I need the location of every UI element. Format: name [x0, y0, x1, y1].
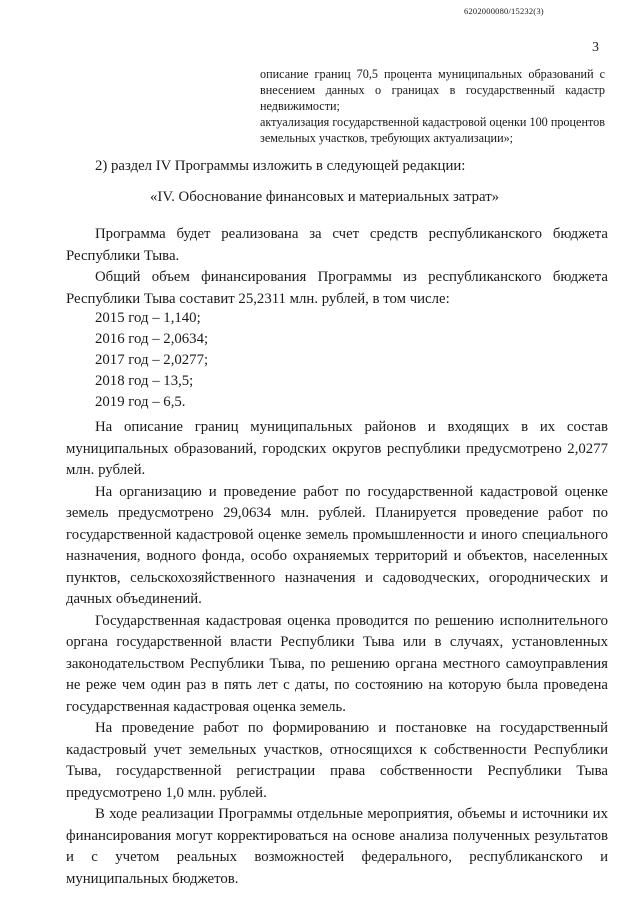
paragraph: Общий объем финансирования Программы из республиканского бюджета Республики Тыва составит 25,2311 млн. рублей, в том числе:: [66, 269, 608, 307]
funding-details: [66, 417, 608, 890]
amendment-instruction: 2) раздел IV Программы изложить в следующей редакции:: [95, 158, 466, 174]
year-allocation: 2019 год – 6,5.: [95, 394, 186, 410]
year-allocation: 2018 год – 13,5;: [95, 373, 194, 389]
paragraph: На организацию и проведение работ по государственной кадастровой оценке земель предусмотрено 29,0634 млн. рублей. Планируется проведение работ по государственной кадастровой оценке земель промышленности и иного специального назначения, водного фонда, особо охраняемых территорий и объектов, населенных пунктов, сельскохозяйственного назначения и садоводческих, огороднических и дачных объединений.: [66, 483, 608, 607]
quote-item: актуализация государственной кадастровой оценки 100 процентов земельных участков, требующих актуализации»;: [260, 115, 605, 145]
funding-intro: [66, 224, 608, 310]
paragraph: На проведение работ по формированию и постановке на государственный кадастровый учет земельных участков, относящихся к собственности Республики Тыва, государственной регистрации права собственности Республики Тыва предусмотрено 1,0 млн. рублей.: [66, 720, 608, 801]
paragraph: На описание границ муниципальных районов и входящих в их состав муниципальных образований, городских округов республики предусмотрено 2,0277 млн. рублей.: [66, 419, 608, 478]
paragraph: В ходе реализации Программы отдельные мероприятия, объемы и источники их финансирования могут корректироваться на основе анализа полученных результатов и с учетом реальных возможностей федерального, республиканского и муниципальных бюджетов.: [66, 806, 608, 887]
section-title: «IV. Обоснование финансовых и материальных затрат»: [150, 189, 500, 205]
year-allocation: 2015 год – 1,140;: [95, 310, 201, 326]
paragraph: Государственная кадастровая оценка проводится по решению исполнительного органа государственной власти Республики Тыва или в случаях, установленных законодательством Республики Тыва, по решению органа местного самоуправления не реже чем один раз в пять лет с даты, по состоянию на которую была проведена государственная кадастровая оценка земель.: [66, 612, 608, 715]
year-allocation: 2016 год – 2,0634;: [95, 331, 209, 347]
year-allocation: 2017 год – 2,0277;: [95, 352, 209, 368]
document-code: 6202000080/15232(3): [464, 6, 544, 16]
paragraph: Программа будет реализована за счет средств республиканского бюджета Республики Тыва.: [66, 226, 608, 264]
quote-item: описание границ 70,5 процента муниципальных образований с внесением данных о границах в государственный кадастр недвижимости;: [260, 67, 605, 113]
quoted-text-block: [260, 66, 605, 146]
page-number: 3: [592, 40, 599, 55]
